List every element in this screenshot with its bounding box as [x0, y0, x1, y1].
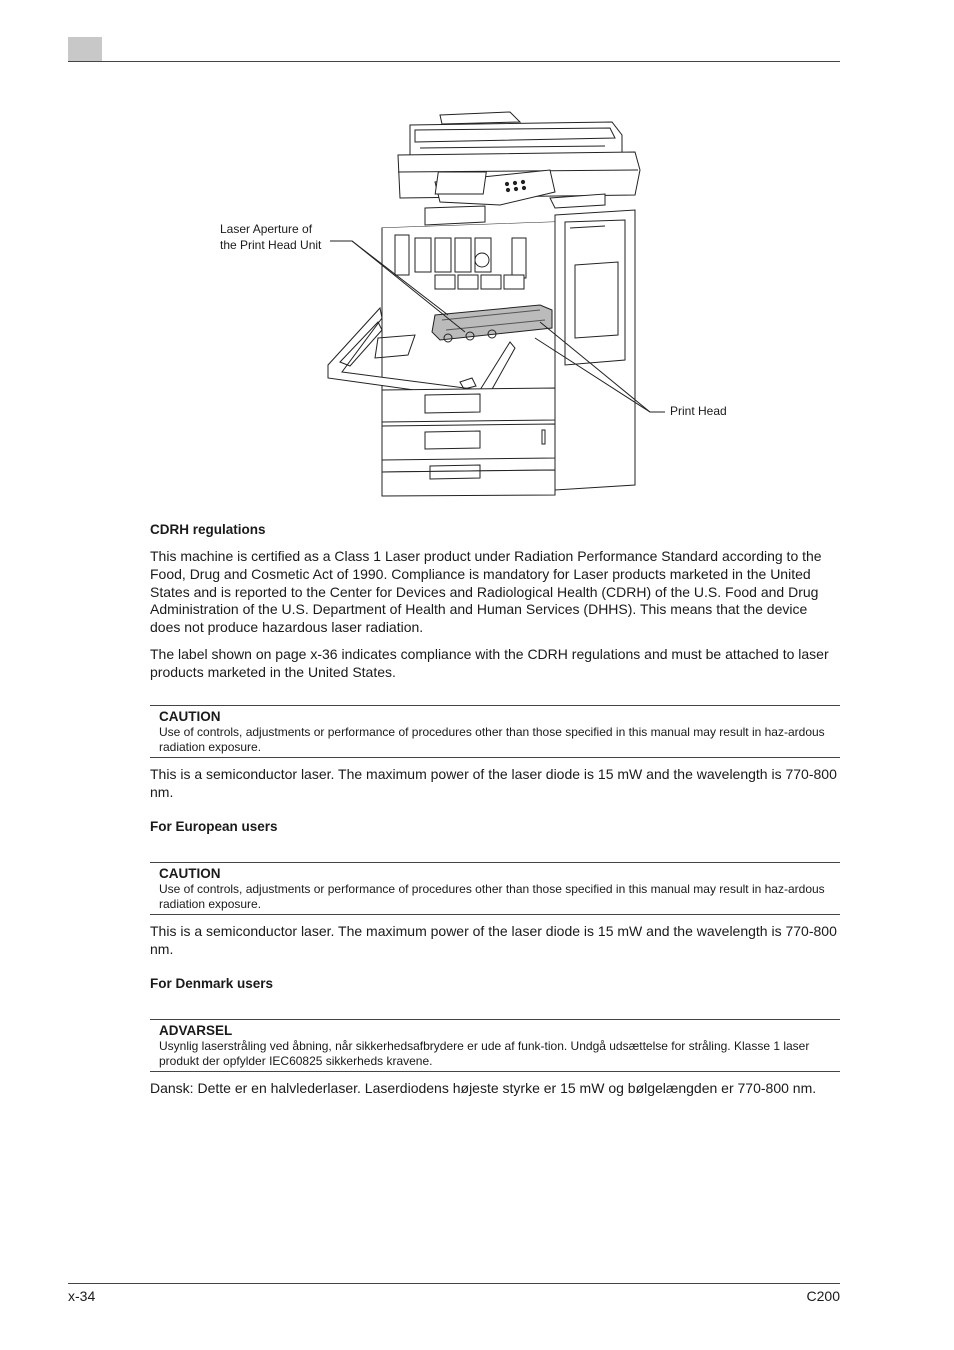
caution-body: Use of controls, adjustments or performance of procedures other than those specified in this manual may result in haz-ardous radiation exposure.	[159, 882, 825, 911]
section-title-denmark: For Denmark users	[150, 976, 274, 991]
denmark-paragraph: Dansk: Dette er en halvlederlaser. Laserdiodens højeste styrke er 15 mW og bølgelængden er 770-800 nm.	[150, 1080, 817, 1096]
cdrh-paragraph-1: This machine is certified as a Class 1 Laser product under Radiation Performance Standard according to the Food, Drug and Cosmetic Act of 1990. Compliance is mandatory for Laser products marketed in the United States and is reported to the Center for Devices and Radiological Health (CDRH) of the U.S. Food and Drug Administration of the U.S. Department of Health and Human Services (DHHS). This means that the device does not produce hazardous laser radiation.	[150, 548, 822, 636]
section-title-cdrh: CDRH regulations	[150, 522, 266, 537]
caution-body: Usynlig laserstråling ved åbning, når sikkerhedsafbrydere er ude af funk-tion. Undgå udsættelse for stråling. Klasse 1 laser produkt der opfylder IEC60825 sikkerheds kravene.	[159, 1039, 810, 1068]
cdrh-paragraph-3: This is a semiconductor laser. The maximum power of the laser diode is 15 mW and the wavelength is 770-800 nm.	[150, 766, 837, 800]
page-number: x-34	[68, 1288, 96, 1304]
caution-box-denmark	[150, 1019, 840, 1072]
european-paragraph: This is a semiconductor laser. The maximum power of the laser diode is 15 mW and the wavelength is 770-800 nm.	[150, 923, 837, 957]
footer-rule	[68, 1283, 840, 1284]
chapter-tab	[68, 37, 102, 61]
model-name: C200	[806, 1288, 840, 1304]
cdrh-paragraph-2: The label shown on page x-36 indicates compliance with the CDRH regulations and must be attached to laser products marketed in the United States.	[150, 646, 829, 680]
caution-body: Use of controls, adjustments or performance of procedures other than those specified in this manual may result in haz-ardous radiation exposure.	[159, 725, 825, 754]
callout-print-head: Print Head	[670, 404, 727, 418]
caution-title: CAUTION	[159, 866, 221, 881]
caution-box-european	[150, 862, 840, 915]
caution-box-cdrh	[150, 705, 840, 758]
section-title-european: For European users	[150, 819, 278, 834]
header-rule	[68, 61, 840, 62]
caution-title: ADVARSEL	[159, 1023, 233, 1038]
caution-title: CAUTION	[159, 709, 221, 724]
callout-laser-aperture: Laser Aperture of the Print Head Unit	[220, 222, 322, 252]
copier-illustration	[210, 110, 750, 502]
